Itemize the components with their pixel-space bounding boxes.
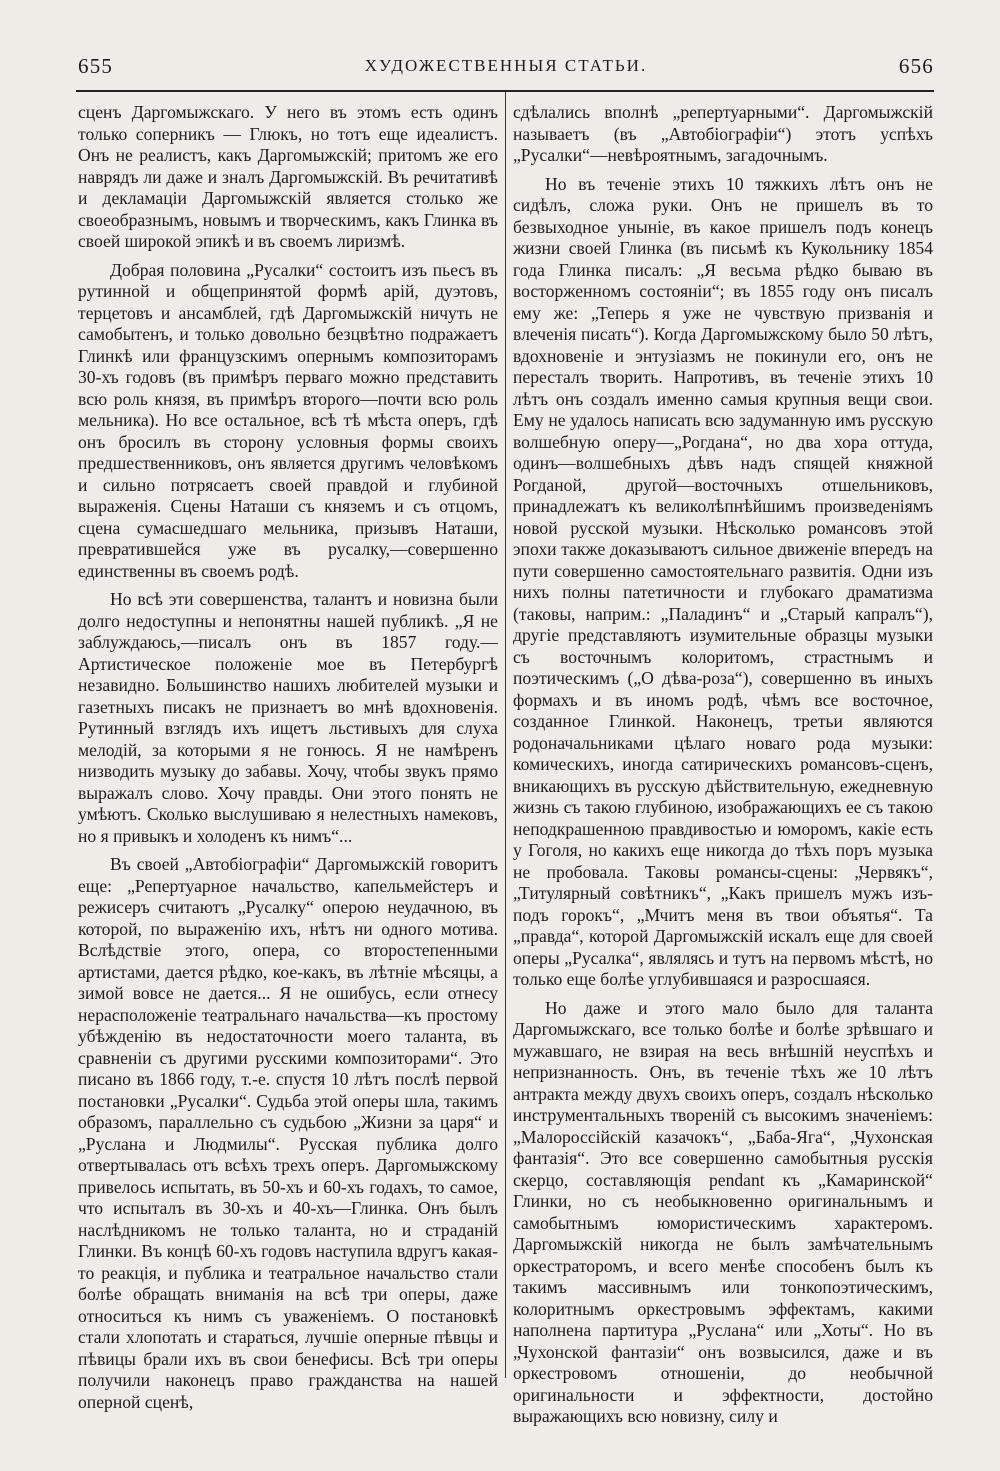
- paragraph: Но въ теченіе этихъ 10 тяжкихъ лѣтъ онъ не сидѣлъ, сложа руки. Онъ не пришелъ въ то безвыходное уныніе, въ какое пришелъ подъ конецъ жизни своей Глинка (въ письмѣ къ Кукольнику 1854 года Глинка писалъ: „Я весьма рѣдко бываю въ восторженномъ состояніи“; въ 1855 году онъ писалъ ему же: „Теперь я уже не чувствую призванія и влеченія писать“). Когда Даргомыжскому было 50 лѣтъ, вдохновеніе и энтузіазмъ не покинули его, онъ не пересталъ творить. Напротивъ, въ теченіе этихъ 10 лѣтъ онъ создалъ именно самыя крупныя вещи свои. Ему не удалось написать всю задуманную имъ русскую волшебную оперу—„Рогдана“, но два хора оттуда, одинъ—волшебныхъ дѣвъ надъ спящей княжной Рогданой, другой—восточныхъ отшельниковъ, принадлежатъ къ великолѣпнѣйшимъ произведеніямъ новой русской музыки. Нѣсколько романсовъ этой эпохи также доказываютъ сильное движеніе впередъ на пути совершенно самостоятельнаго развитія. Одни изъ нихъ полны патетичности и глубокаго драматизма (таковы, наприм.: „Паладинъ“ и „Старый капралъ“), другіе представляютъ изумительные образцы музыки съ восточнымъ колоритомъ, страстнымъ и поэтическимъ („О дѣва-роза“), совершенно въ иныхъ формахъ и въ иномъ родѣ, чѣмъ все восточное, созданное Глинкой. Наконецъ, третьи являются родоначальниками цѣлаго новаго рода музыки: комическихъ, иногда сатирическихъ романсовъ-сценъ, вникающихъ въ русскую дѣйствительную, ежедневную жизнь съ такою глубиною, изображающихъ ее съ такою неподкрашенною правдивостью и юморомъ, какіе есть у Гоголя, но какихъ еще никогда до тѣхъ поръ музыка не пробовала. Таковы романсы-сцены: „Червякъ“, „Титулярный совѣтникъ“, „Какъ пришелъ мужъ изъ-подъ горокъ“, „Мчитъ меня въ твои объятья“. Та „правда“, которой Даргомыжскій искалъ еще для своей оперы „Русалка“, являлясь и тутъ на первомъ мѣстѣ, но только еще болѣе углубившаяся и разросшаяся.: [513, 173, 933, 989]
- page-header: [78, 48, 934, 84]
- paragraph: Добрая половина „Русалки“ состоитъ изъ пьесъ въ рутинной и общепринятой формѣ арій, дуэтовъ, терцетовъ и ансамблей, гдѣ Даргомыжскій ничуть не самобытенъ, и только довольно безцвѣтно подражаетъ Глинкѣ или французскимъ опернымъ композиторамъ 30-хъ годовъ (въ примѣръ перваго можно представить всю роль князя, въ примѣръ второго—почти всю роль мельника). Но все остальное, всѣ тѣ мѣста оперъ, гдѣ онъ бросилъ въ сторону условныя формы своихъ предшественниковъ, онъ является другимъ человѣкомъ и сильно потрясаетъ своей правдой и глубиной выраженія. Сцены Наташи съ княземъ и съ отцомъ, сцена сумасшедшаго мельника, призывъ Наташи, превратившейся уже въ русалку,—совершенно единственны въ своемъ родѣ.: [78, 259, 498, 581]
- left-column: [78, 102, 498, 1420]
- paragraph: Но даже и этого мало было для таланта Даргомыжскаго, все только болѣе и болѣе зрѣвшаго и мужавшаго, не взирая на весь внѣшній неуспѣхъ и непризнанность. Онъ, въ теченіе тѣхъ же 10 лѣтъ антракта между двухъ своихъ оперъ, создалъ нѣсколько инструментальныхъ твореній съ высокимъ значеніемъ: „Малороссійскій казачокъ“, „Баба-Яга“, „Чухонская фантазія“. Это все совершенно самобытныя русскія скерцо, составляющія pendant къ „Камаринской“ Глинки, но съ необыкновенно оригинальнымъ и самобытнымъ юмористическимъ характеромъ. Даргомыжскій никогда не былъ замѣчательнымъ оркестраторомъ, и всего менѣе способенъ былъ къ такимъ массивнымъ или тонкопоэтическимъ, колоритнымъ оркестровымъ эффектамъ, какими наполнена партитура „Руслана“ или „Хоты“. Но въ „Чухонской фантазіи“ онъ возвысился, даже и въ оркестровомъ отношеніи, до необычной оригинальности и эффектности, достойно выражающихъ всю новизну, силу и: [513, 997, 933, 1426]
- right-page-number: 656: [898, 53, 934, 78]
- paragraph: Но всѣ эти совершенства, талантъ и новизна были долго недоступны и непонятны нашей публикѣ. „Я не заблуждаюсь,—писалъ онъ въ 1857 году.— Артистическое положеніе мое въ Петербургѣ незавидно. Большинство нашихъ любителей музыки и газетныхъ писакъ не признаетъ во мнѣ вдохновенія. Рутинный взглядъ ихъ ищетъ льстивыхъ для слуха мелодій, за которыми я не гонюсь. Я не намѣренъ низводить музыку до забавы. Хочу, чтобы звукъ прямо выражалъ слово. Хочу правды. Они этого понять не умѣютъ. Сколько выслушиваю я нелестныхъ намековъ, но я привыкъ и холоденъ къ нимъ“...: [78, 589, 498, 846]
- left-page-number: 655: [78, 53, 114, 78]
- running-title: ХУДОЖЕСТВЕННЫЯ СТАТЬИ.: [364, 56, 648, 75]
- right-column: [513, 102, 933, 1435]
- column-divider: [505, 92, 506, 1378]
- paragraph: Въ своей „Автобіографіи“ Даргомыжскій говоритъ еще: „Репертуарное начальство, капельмейстеръ и режисеръ считаютъ „Русалку“ оперою неудачною, въ которой, по выраженію ихъ, нѣтъ ни одного мотива. Вслѣдствіе этого, опера, со второстепенными артистами, дается рѣдко, кое-какъ, въ лѣтніе мѣсяцы, а зимой вовсе не дается... Я не ошибусь, если отнесу нерасположеніе театральнаго начальства—къ простому убѣжденію въ недостаточности моего таланта, въ сравненіи съ другими русскими композиторами“. Это писано въ 1866 году, т.-е. спустя 10 лѣтъ послѣ первой постановки „Русалки“. Судьба этой оперы шла, такимъ образомъ, параллельно съ судьбою „Жизни за царя“ и „Руслана и Людмилы“. Русская публика долго отвертывалась отъ всѣхъ трехъ оперъ. Даргомыжскому привелось испытать, въ 50-хъ и 60-хъ годахъ, то самое, что испыталъ въ 30-хъ и 40-хъ—Глинка. Онъ былъ наслѣдникомъ не только таланта, но и страданій Глинки. Въ концѣ 60-хъ годовъ наступила вдругъ какая-то реакція, и публика и театральное начальство стали болѣе обращать вниманія на всѣ три оперы, даже относиться къ нимъ съ уваженіемъ. О постановкѣ стали хлопотать и стараться, лучшіе оперные пѣвцы и пѣвицы брали ихъ въ свои бенефисы. Всѣ три оперы получили наконецъ право гражданства на нашей оперной сценѣ,: [78, 854, 498, 1412]
- paragraph: сдѣлались вполнѣ „репертуарными“. Даргомыжскій называетъ (въ „Автобіографіи“) этотъ успѣхъ „Русалки“—невѣроятнымъ, загадочнымъ.: [513, 102, 933, 165]
- paragraph: сценъ Даргомыжскаго. У него въ этомъ есть одинъ только соперникъ — Глюкъ, но тотъ еще идеалистъ. Онъ не реалистъ, какъ Даргомыжскій; притомъ же его наврядъ ли даже и зналъ Даргомыжскій. Въ речитативѣ и декламаціи Даргомыжскій является столько же своеобразнымъ, новымъ и творческимъ, какъ Глинка въ своей широкой эпикѣ и въ своемъ лиризмѣ.: [78, 102, 498, 251]
